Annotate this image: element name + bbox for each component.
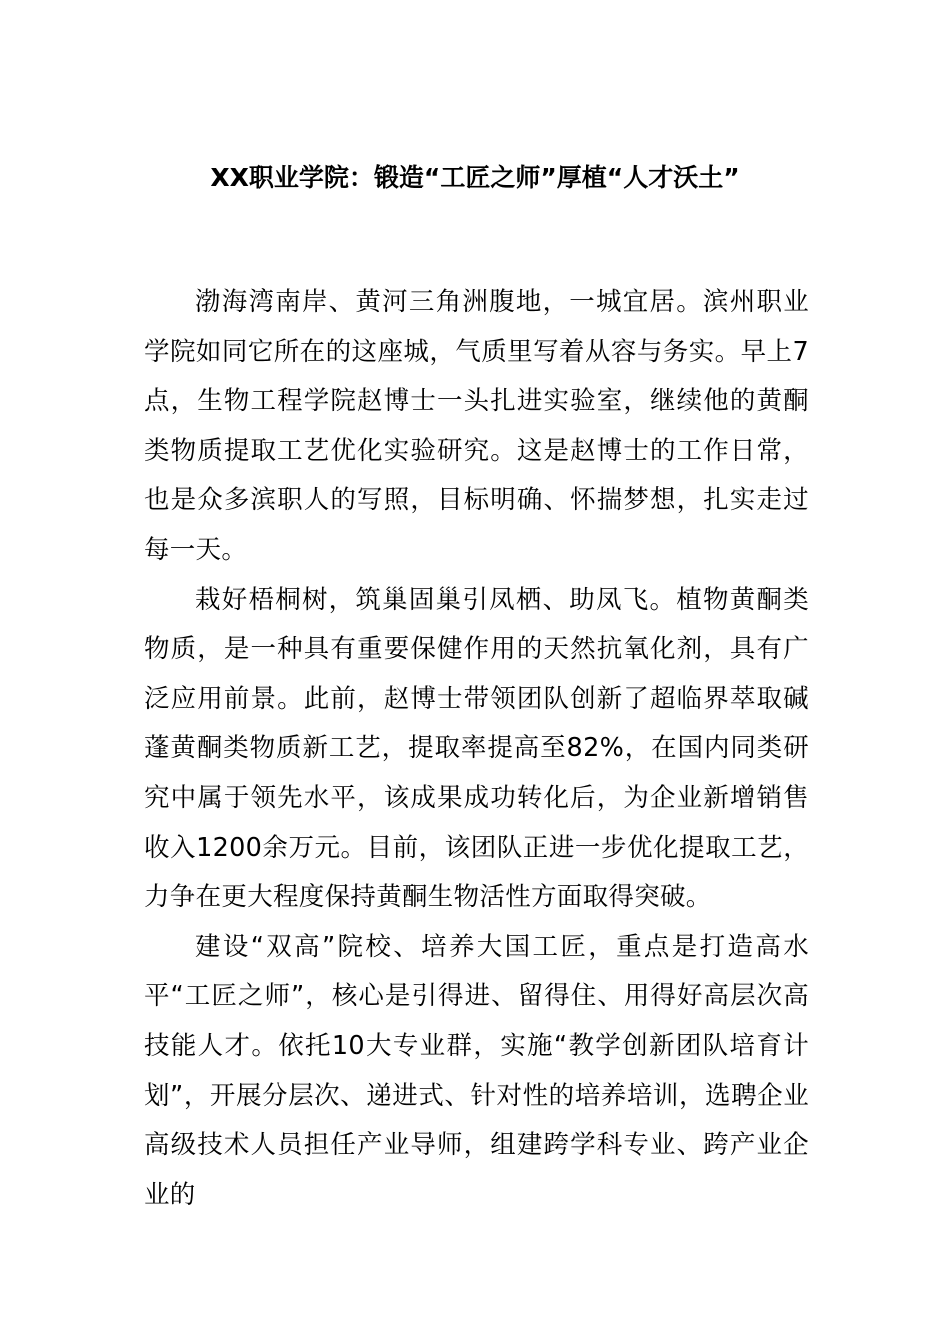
paragraph-2: 栽好梧桐树，筑巢固巢引凤栖、助凤飞。植物黄酮类物质，是一种具有重要保健作用的天然抗氧化剂，具有广泛应用前景。此前，赵博士带领团队创新了超临界萃取碱蓬黄酮类物质新工艺，提取率提高至82%，在国内同类研究中属于领先水平，该成果成功转化后，为企业新增销售收入1200余万元。目前，该团队正进一步优化提取工艺，力争在更大程度保持黄酮生物活性方面取得突破。 <box>144 584 809 913</box>
document-title: XX职业学院：锻造“工匠之师”厚植“人才沃土” <box>210 163 740 192</box>
paragraph-3: 建设“双高”院校、培养大国工匠，重点是打造高水平“工匠之师”，核心是引得进、留得住、用得好高层次高技能人才。依托10大专业群，实施“教学创新团队培育计划”，开展分层次、递进式、针对性的培养培训，选聘企业高级技术人员担任产业导师，组建跨学科专业、跨产业企业的 <box>144 931 809 1210</box>
paragraph-1: 渤海湾南岸、黄河三角洲腹地，一城宜居。滨州职业学院如同它所在的这座城，气质里写着从容与务实。早上7点，生物工程学院赵博士一头扎进实验室，继续他的黄酮类物质提取工艺优化实验研究。这是赵博士的工作日常，也是众多滨职人的写照，目标明确、怀揣梦想，扎实走过每一天。 <box>144 287 809 565</box>
document-body <box>144 278 809 1220</box>
